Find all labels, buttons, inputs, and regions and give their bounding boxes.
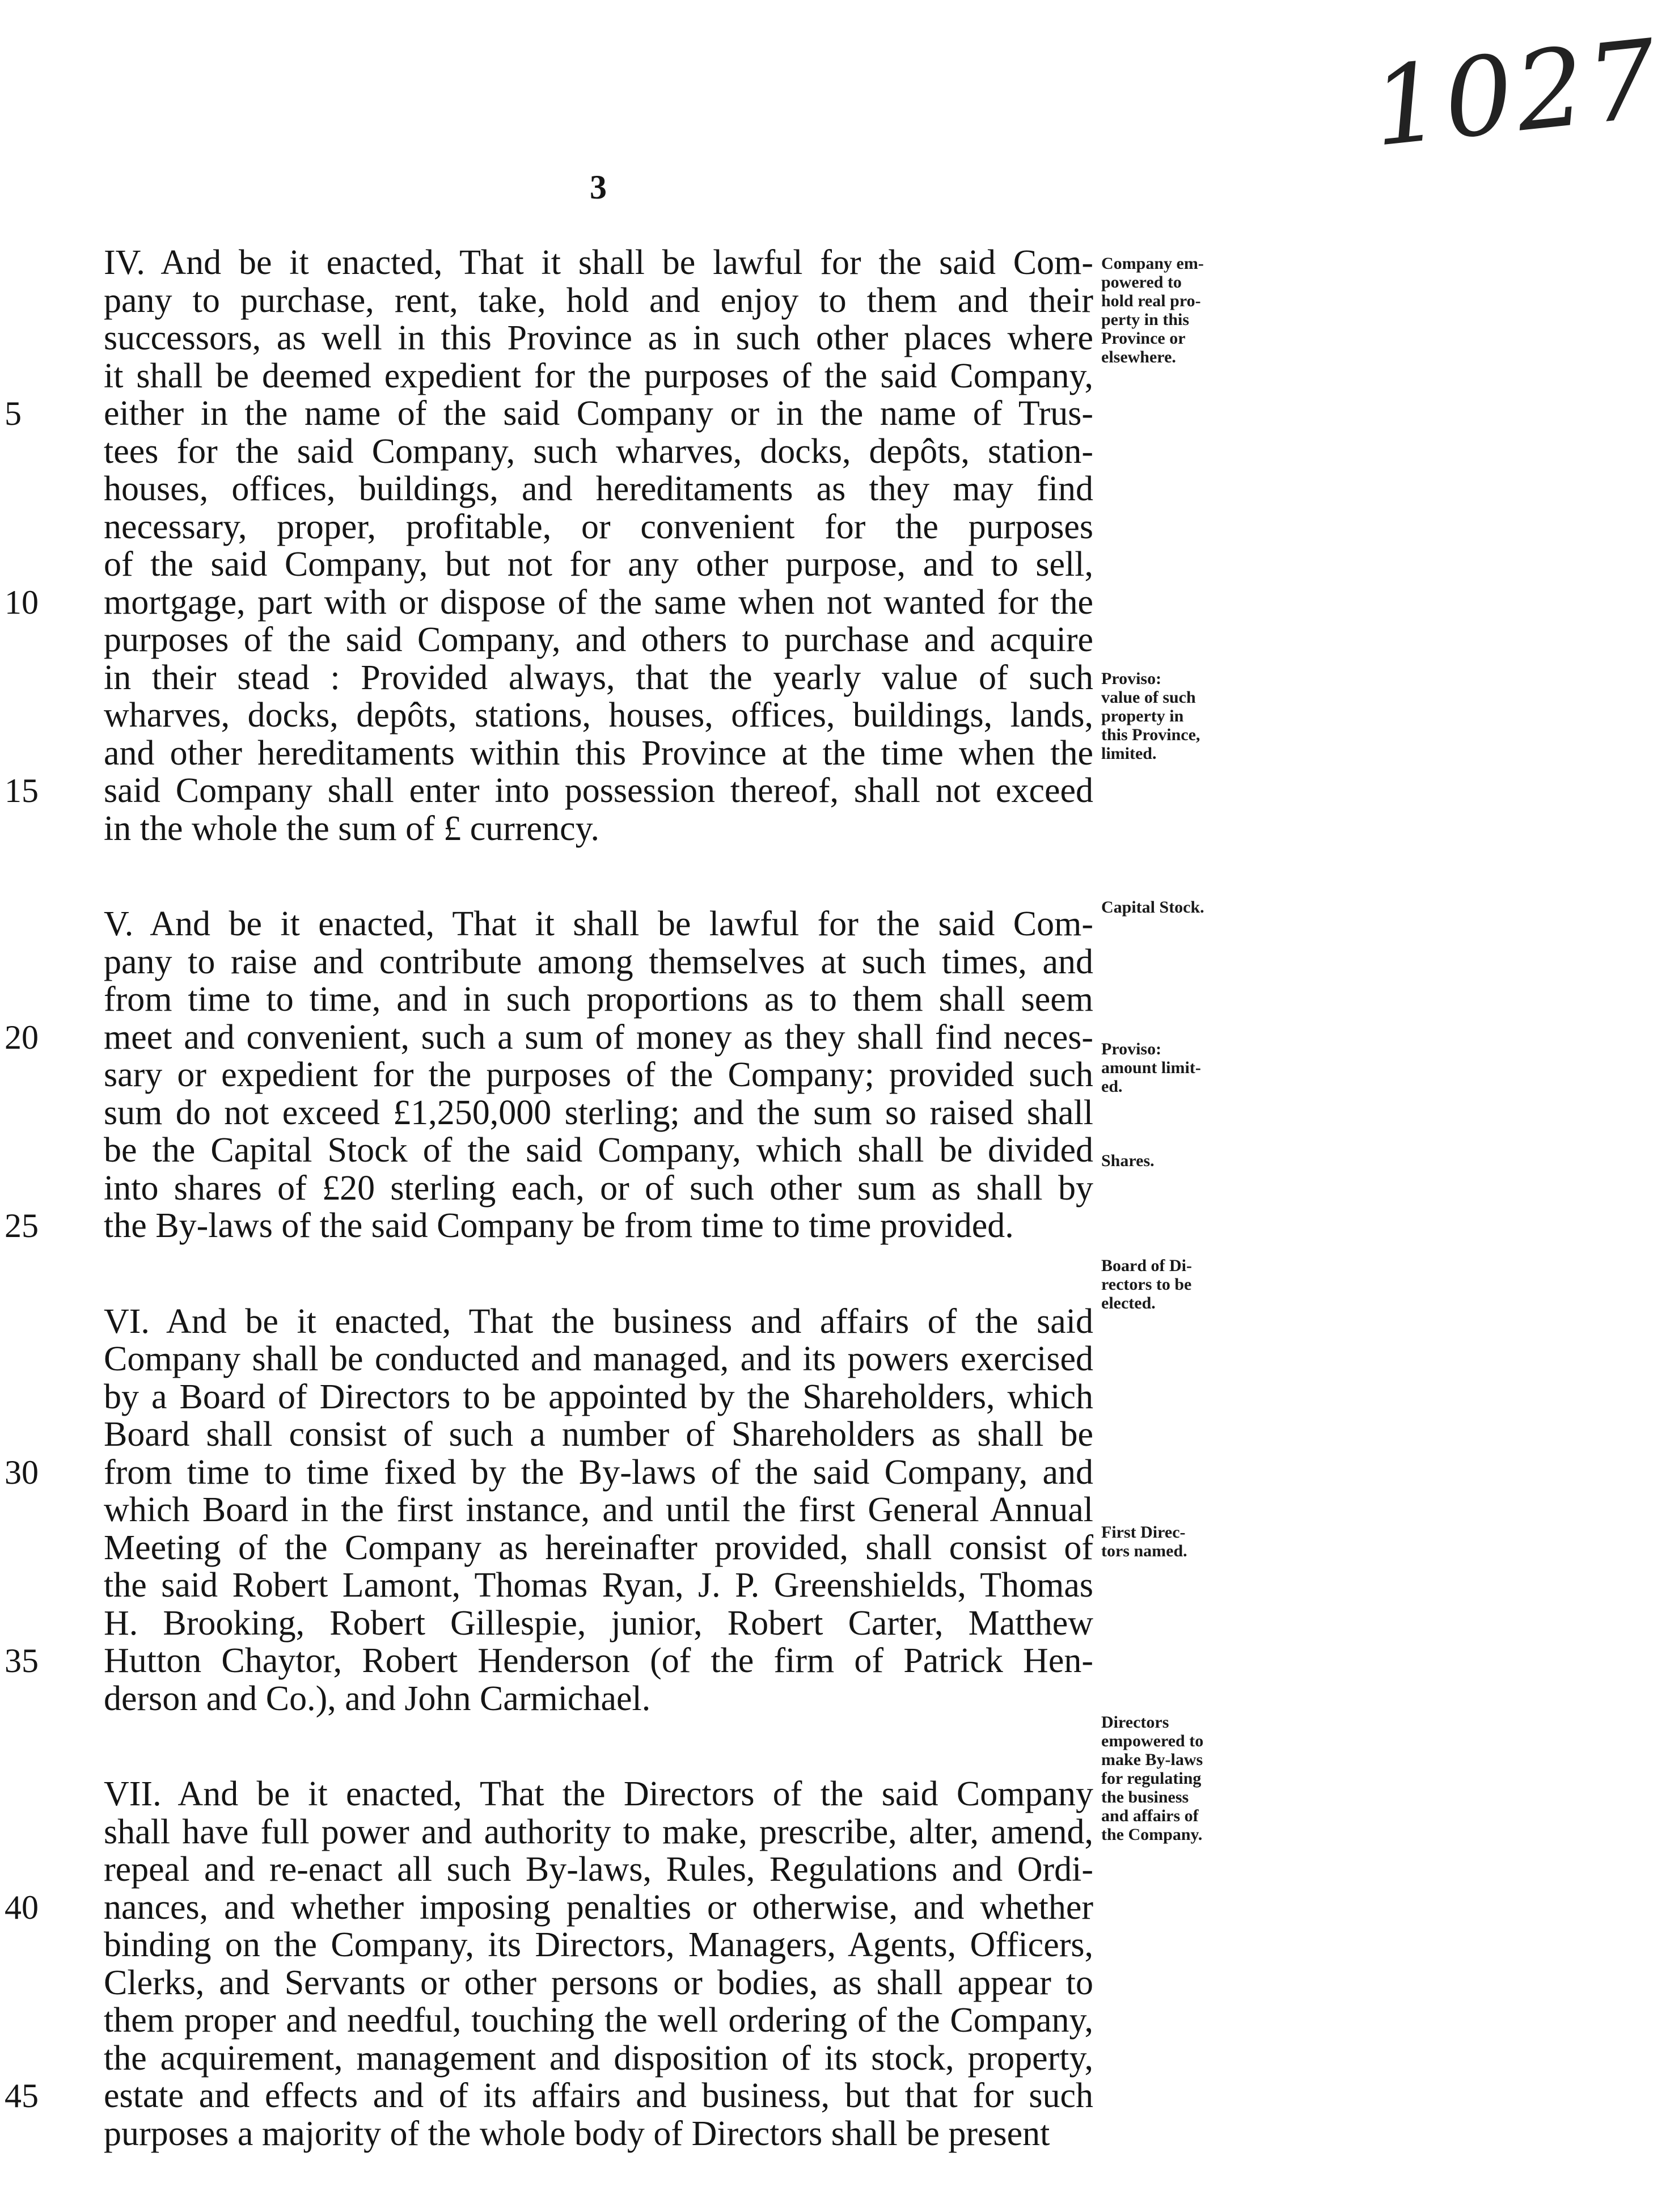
text-line <box>104 1132 1093 1170</box>
line-text: derson and Co.), and John Carmichael. <box>104 1679 651 1718</box>
margin-note-line: empowered to <box>1101 1732 1204 1750</box>
line-text: which Board in the first instance, and until the first General Annual <box>104 1491 1093 1529</box>
text-line <box>5 771 1093 810</box>
margin-note-directors-bylaws <box>1101 1713 1266 1844</box>
line-text: meet and convenient, such a sum of money as they shall find neces- <box>104 1018 1093 1057</box>
line-number: 40 <box>5 1888 39 1926</box>
margin-note-company-empowered <box>1101 254 1266 366</box>
line-text: binding on the Company, its Directors, Managers, Agents, Officers, <box>104 1926 1093 1964</box>
text-line <box>104 1775 1093 1813</box>
line-text: H. Brooking, Robert Gillespie, junior, Robert Carter, Matthew <box>104 1603 1093 1643</box>
page-number: 3 <box>590 168 607 206</box>
margin-note-proviso-amount <box>1101 1040 1266 1096</box>
line-number: 10 <box>5 583 39 621</box>
margin-note-line: powered to <box>1101 273 1182 292</box>
margin-note-line: and affairs of <box>1101 1806 1199 1825</box>
text-line <box>104 1416 1093 1454</box>
margin-note-shares <box>1101 1151 1266 1170</box>
line-text: Company shall be conducted and managed, and its powers exercised <box>104 1340 1093 1378</box>
margin-note-line: tors named. <box>1101 1542 1187 1560</box>
margin-note-line: amount limit- <box>1101 1058 1201 1077</box>
line-text: pany to raise and contribute among themselves at such times, and <box>104 942 1093 981</box>
line-text: and other hereditaments within this Province at the time when the <box>104 733 1093 772</box>
line-text: IV. And be it enacted, That it shall be lawful for the said Com- <box>104 243 1093 282</box>
text-line <box>104 1851 1093 1889</box>
text-line <box>104 621 1093 659</box>
line-text: Meeting of the Company as hereinafter provided, shall consist of <box>104 1528 1093 1567</box>
line-text: Board shall consist of such a number of Shareholders as shall be <box>104 1415 1093 1454</box>
line-text: sary or expedient for the purposes of the Company; provided such <box>104 1056 1093 1094</box>
text-line <box>104 1056 1093 1094</box>
line-text: repeal and re-enact all such By-laws, Rules, Regulations and Ordi- <box>104 1850 1093 1889</box>
text-line <box>104 943 1093 981</box>
text-line <box>104 2040 1093 2078</box>
margin-note-line: perty in this <box>1101 310 1190 329</box>
margin-note-line: Proviso: <box>1101 669 1162 688</box>
line-text: tees for the said Company, such wharves, docks, depôts, station- <box>104 432 1093 471</box>
handwritten-folio-number: 1027 <box>1366 16 1666 171</box>
text-line <box>5 2076 1093 2115</box>
text-line <box>104 1491 1093 1529</box>
line-text: Clerks, and Servants or other persons or bodies, as shall appear to <box>104 1963 1093 2002</box>
line-number: 30 <box>5 1453 39 1491</box>
text-line <box>104 2115 1093 2153</box>
line-text: the By-laws of the said Company be from time to time provided. <box>104 1206 1014 1245</box>
line-number: 15 <box>5 772 39 809</box>
line-number: 35 <box>5 1642 39 1679</box>
line-number: 25 <box>5 1207 39 1244</box>
text-line <box>104 696 1093 734</box>
statute-body <box>5 243 1093 2210</box>
margin-note-line: the Company. <box>1101 1825 1203 1844</box>
margin-note-line: limited. <box>1101 744 1157 763</box>
line-text: estate and effects and of its affairs and business, but that for such <box>104 2076 1093 2115</box>
line-text: it shall be deemed expedient for the purposes of the said Company, <box>104 356 1093 395</box>
text-line <box>104 1170 1093 1208</box>
line-text: V. And be it enacted, That it shall be lawful for the said Com- <box>104 905 1093 943</box>
margin-note-line: ed. <box>1101 1077 1123 1096</box>
line-text: by a Board of Directors to be appointed by the Shareholders, which <box>104 1377 1093 1416</box>
text-line <box>104 1567 1093 1605</box>
line-text: from time to time, and in such proportions as to them shall seem <box>104 980 1093 1019</box>
line-text: sum do not exceed £1,250,000 sterling; and the sum so raised shall <box>104 1093 1093 1132</box>
text-line <box>104 470 1093 508</box>
text-line <box>5 1018 1093 1057</box>
line-text: mortgage, part with or dispose of the same when not wanted for the <box>104 582 1093 622</box>
text-line <box>5 1641 1093 1680</box>
text-line <box>5 1206 1093 1245</box>
text-line <box>104 810 1093 848</box>
line-text: successors, as well in this Province as in such other places where <box>104 319 1093 357</box>
line-text: of the said Company, but not for any other purpose, and to sell, <box>104 545 1093 584</box>
text-line <box>104 1926 1093 1964</box>
line-text: either in the name of the said Company or in the name of Trus- <box>104 394 1093 433</box>
text-line <box>104 357 1093 395</box>
text-line <box>104 1964 1093 2002</box>
margin-note-capital-stock <box>1101 898 1266 917</box>
line-text: houses, offices, buildings, and hereditaments as they may find <box>104 470 1093 508</box>
margin-note-line: Company em- <box>1101 254 1204 273</box>
margin-note-line: rectors to be <box>1101 1275 1192 1294</box>
text-line <box>104 1340 1093 1378</box>
text-line <box>104 244 1093 282</box>
text-line <box>104 905 1093 943</box>
margin-note-line: First Direc- <box>1101 1523 1186 1542</box>
text-line <box>5 582 1093 622</box>
text-line <box>104 1378 1093 1416</box>
line-text: VII. And be it enacted, That the Directors of the said Company <box>104 1775 1093 1813</box>
margin-note-line: property in <box>1101 707 1184 725</box>
text-line <box>104 546 1093 584</box>
section-4 <box>5 243 1093 848</box>
margin-note-line: Board of Di- <box>1101 1256 1192 1275</box>
text-line <box>104 1094 1093 1132</box>
line-text: wharves, docks, depôts, stations, houses, offices, buildings, lands, <box>104 696 1093 734</box>
margin-note-first-directors <box>1101 1523 1266 1560</box>
line-text: in their stead : Provided always, that the yearly value of such <box>104 658 1093 697</box>
section-6 <box>5 1302 1093 1718</box>
line-text: purposes of the said Company, and others to purchase and acquire <box>104 620 1093 659</box>
text-line <box>104 1605 1093 1643</box>
margin-note-line: elsewhere. <box>1101 348 1176 366</box>
margin-note-line: Directors <box>1101 1713 1169 1732</box>
line-text: from time to time fixed by the By-laws of the said Company, and <box>104 1453 1093 1492</box>
margin-note-board-of-directors <box>1101 1256 1266 1312</box>
text-line <box>104 319 1093 357</box>
text-line <box>104 1529 1093 1567</box>
line-text: the acquirement, management and disposition of its stock, property, <box>104 2038 1093 2078</box>
text-line <box>104 433 1093 471</box>
line-number: 20 <box>5 1018 39 1056</box>
margin-note-line: Capital Stock. <box>1101 898 1204 917</box>
text-line <box>104 1303 1093 1341</box>
margin-note-line: make By-laws <box>1101 1750 1203 1769</box>
text-line <box>5 1888 1093 1927</box>
text-line <box>104 1680 1093 1718</box>
line-text: necessary, proper, profitable, or convenient for the purposes <box>104 507 1093 546</box>
text-line <box>5 1453 1093 1492</box>
text-line <box>104 508 1093 546</box>
text-line <box>104 282 1093 320</box>
line-text: nances, and whether imposing penalties or otherwise, and whether <box>104 1888 1093 1927</box>
margin-note-line: Province or <box>1101 329 1186 348</box>
margin-note-line: elected. <box>1101 1294 1156 1312</box>
line-text: said Company shall enter into possession thereof, shall not exceed <box>104 771 1093 810</box>
section-7 <box>5 1775 1093 2153</box>
margin-note-line: this Province, <box>1101 725 1200 744</box>
text-line <box>5 394 1093 433</box>
line-text: purposes a majority of the whole body of Directors shall be present <box>104 2114 1050 2153</box>
line-text: in the whole the sum of £ currency. <box>104 809 600 848</box>
line-text: the said Robert Lamont, Thomas Ryan, J. P. Greenshields, Thomas <box>104 1566 1093 1605</box>
margin-note-line: Proviso: <box>1101 1040 1162 1058</box>
margin-note-line: value of such <box>1101 688 1196 707</box>
line-text: shall have full power and authority to make, prescribe, alter, amend, <box>104 1812 1093 1851</box>
margin-note-line: Shares. <box>1101 1151 1155 1170</box>
line-number: 5 <box>5 395 22 432</box>
line-text: be the Capital Stock of the said Company, which shall be divided <box>104 1131 1093 1170</box>
text-line <box>104 2002 1093 2040</box>
line-text: pany to purchase, rent, take, hold and enjoy to them and their <box>104 281 1093 320</box>
text-line <box>104 981 1093 1019</box>
text-line <box>104 734 1093 772</box>
margin-note-line: the business <box>1101 1788 1189 1806</box>
line-text: VI. And be it enacted, That the business and affairs of the said <box>104 1302 1093 1341</box>
section-5 <box>5 905 1093 1245</box>
line-text: Hutton Chaytor, Robert Henderson (of the firm of Patrick Hen- <box>104 1641 1093 1680</box>
text-line <box>104 1813 1093 1851</box>
line-number: 45 <box>5 2077 39 2114</box>
line-text: them proper and needful, touching the well ordering of the Company, <box>104 2001 1093 2040</box>
line-text: into shares of £20 sterling each, or of such other sum as shall by <box>104 1168 1093 1208</box>
margin-note-proviso-value <box>1101 669 1266 763</box>
text-line <box>104 659 1093 697</box>
margin-note-line: hold real pro- <box>1101 292 1201 310</box>
margin-note-line: for regulating <box>1101 1769 1202 1788</box>
